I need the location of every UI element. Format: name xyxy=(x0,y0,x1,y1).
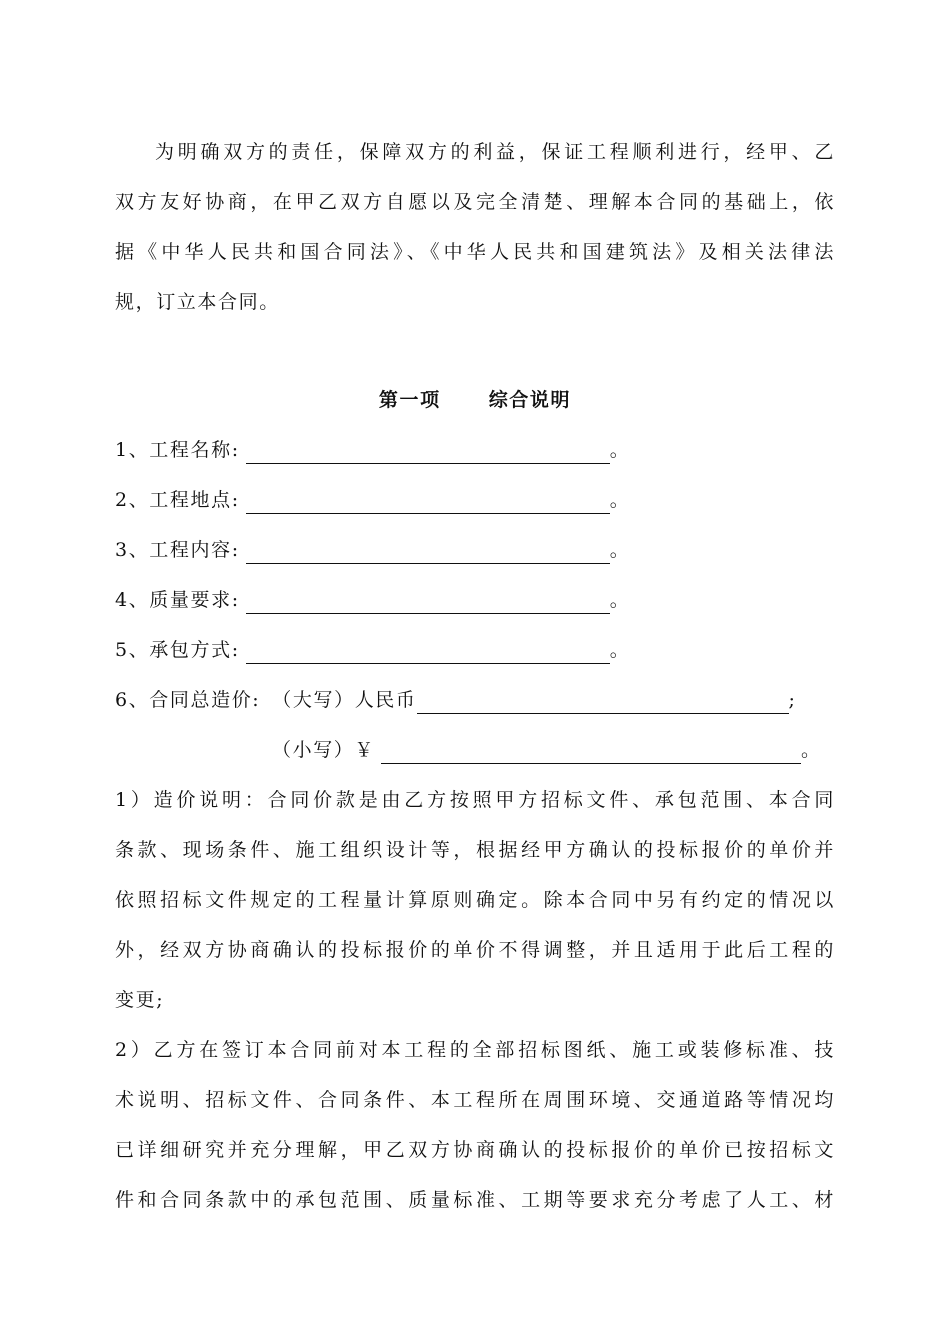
field-total-price-lower: （小写）￥ 。 xyxy=(272,725,822,775)
note1-line: 依照招标文件规定的工程量计算原则确定。除本合同中另有约定的情况以 xyxy=(115,889,835,911)
project-content-blank[interactable] xyxy=(246,537,610,564)
note1-line: 变更; xyxy=(115,989,165,1011)
field-label: 3、工程内容: xyxy=(115,539,240,561)
intro-line: 规，订立本合同。 xyxy=(115,291,280,313)
project-location-blank[interactable] xyxy=(246,487,610,514)
note2-line: 2）乙方在签订本合同前对本工程的全部招标图纸、施工或装修标准、技 xyxy=(115,1039,835,1061)
field-project-content: 3、工程内容: 。 xyxy=(115,525,630,575)
note2-line: 件和合同条款中的承包范围、质量标准、工期等要求充分考虑了人工、材 xyxy=(115,1189,835,1211)
note2-line: 术说明、招标文件、合同条件、本工程所在周围环境、交通道路等情况均 xyxy=(115,1089,835,1111)
price-upper-label: （大写）人民币 xyxy=(272,689,417,711)
note2-paragraph xyxy=(115,1025,835,1225)
note1-paragraph xyxy=(115,775,835,1025)
field-quality-requirement: 4、质量要求: 。 xyxy=(115,575,630,625)
intro-line: 据《中华人民共和国合同法》、《中华人民共和国建筑法》及相关法律法 xyxy=(115,241,835,263)
field-label: 5、承包方式: xyxy=(115,639,240,661)
field-project-location: 2、工程地点: 。 xyxy=(115,475,630,525)
note1-line: 1）造价说明：合同价款是由乙方按照甲方招标文件、承包范围、本合同 xyxy=(115,789,835,811)
price-upper-blank[interactable] xyxy=(417,687,789,714)
intro-paragraph xyxy=(115,127,835,327)
field-label: 6、合同总造价: xyxy=(115,689,261,711)
intro-line: 为明确双方的责任，保障双方的利益，保证工程顺利进行，经甲、乙 xyxy=(155,141,835,163)
price-lower-label: （小写）￥ xyxy=(272,739,376,761)
section-heading xyxy=(115,375,835,425)
field-project-name: 1、工程名称: 。 xyxy=(115,425,630,475)
quality-requirement-blank[interactable] xyxy=(246,587,610,614)
contract-method-blank[interactable] xyxy=(246,637,610,664)
section-title: 综合说明 xyxy=(488,389,572,411)
field-contract-method: 5、承包方式: 。 xyxy=(115,625,630,675)
section-number: 第一项 xyxy=(378,389,441,411)
note2-line: 已详细研究并充分理解，甲乙双方协商确认的投标报价的单价已按招标文 xyxy=(115,1139,835,1161)
note1-line: 外，经双方协商确认的投标报价的单价不得调整，并且适用于此后工程的 xyxy=(115,939,835,961)
field-label: 1、工程名称: xyxy=(115,439,240,461)
project-name-blank[interactable] xyxy=(246,437,610,464)
field-label: 2、工程地点: xyxy=(115,489,240,511)
price-lower-blank[interactable] xyxy=(381,737,801,764)
intro-line: 双方友好协商，在甲乙双方自愿以及完全清楚、理解本合同的基础上，依 xyxy=(115,191,835,213)
field-label: 4、质量要求: xyxy=(115,589,240,611)
note1-line: 条款、现场条件、施工组织设计等，根据经甲方确认的投标报价的单价并 xyxy=(115,839,835,861)
field-total-price: 6、合同总造价: （大写）人民币 ; xyxy=(115,675,797,725)
